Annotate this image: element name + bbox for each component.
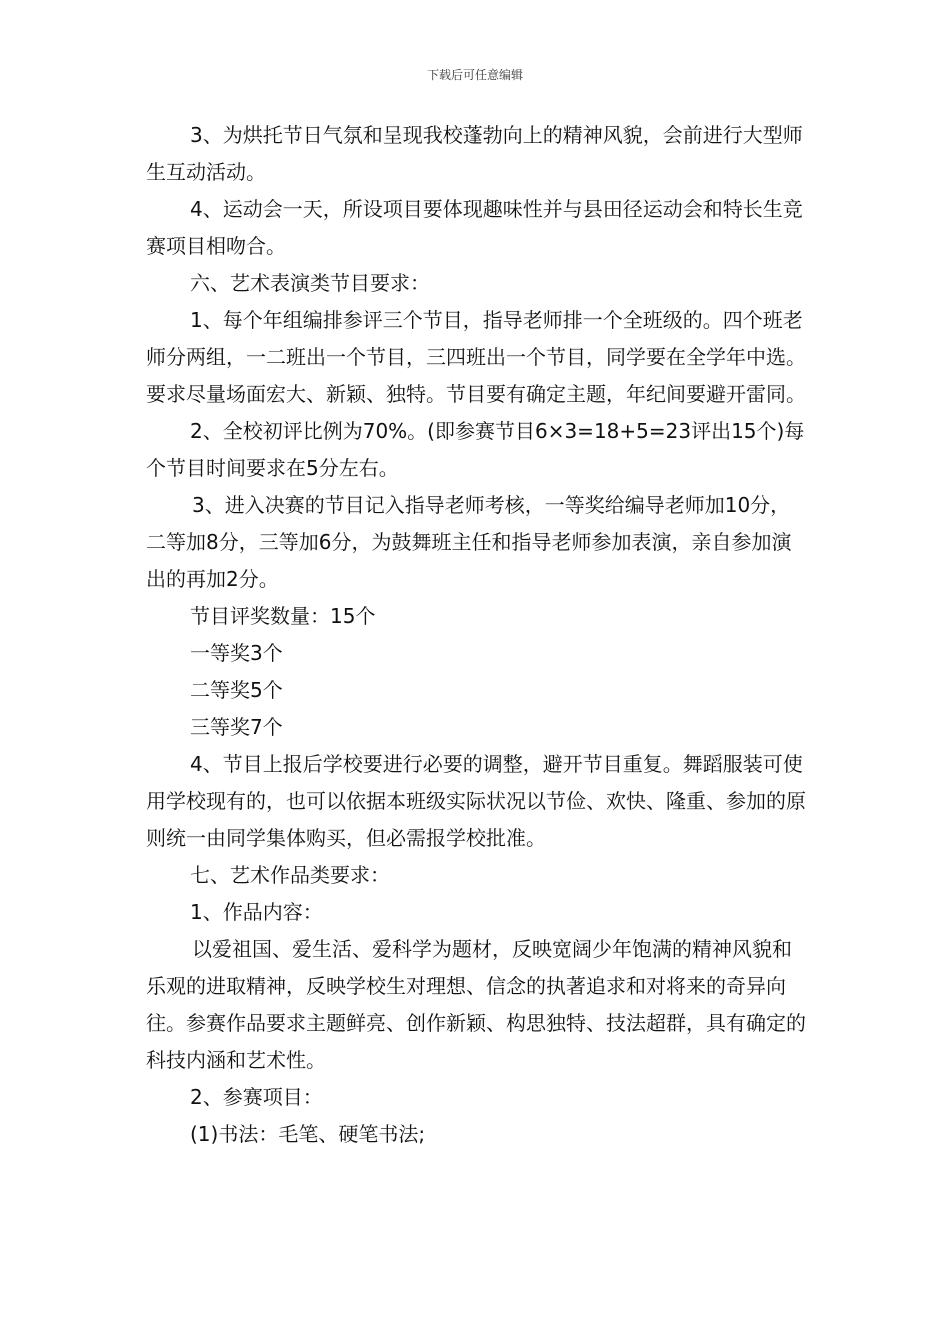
paragraph: 4、节目上报后学校要进行必要的调整，避开节目重复。舞蹈服装可使用学校现有的，也可以依据本班级实际状况以节俭、欢快、隆重、参加的原则统一由同学集体购买，但必需报学校批准。: [146, 752, 806, 850]
page-header: 下载后可任意编辑: [426, 68, 523, 82]
list-item: 一等奖3个: [190, 641, 283, 665]
document-body: [146, 117, 808, 1153]
subheading: 1、作品内容：: [190, 900, 323, 924]
paragraph: 3、进入决赛的节目记入指导老师考核，一等奖给编导老师加10分，二等加8分，三等加6分，为鼓舞班主任和指导老师参加表演，亲自参加演出的再加2分。: [146, 493, 792, 591]
section-heading: 七、艺术作品类要求：: [190, 863, 390, 887]
paragraph: 4、运动会一天，所设项目要体现趣味性并与县田径运动会和特长生竞赛项目相吻合。: [146, 197, 803, 258]
paragraph: 3、为烘托节日气氛和呈现我校蓬勃向上的精神风貌，会前进行大型师生互动活动。: [146, 123, 803, 184]
section-heading: 六、艺术表演类节目要求：: [190, 271, 430, 295]
paragraph: 1、每个年组编排参评三个节目，指导老师排一个全班级的。四个班老师分两组，一二班出一个节目，三四班出一个节目，同学要在全学年中选。要求尽量场面宏大、新颖、独特。节目要有确定主题，年纪间要避开雷同。: [146, 308, 806, 406]
list-item: 节目评奖数量：15个: [190, 604, 376, 628]
list-item: 三等奖7个: [190, 715, 283, 739]
list-item: 二等奖5个: [190, 678, 283, 702]
subheading: 2、参赛项目：: [190, 1085, 323, 1109]
paragraph: 2、全校初评比例为70%。(即参赛节目6×3=18+5=23评出15个)每个节目时间要求在5分左右。: [146, 419, 805, 480]
list-item: (1)书法：毛笔、硬笔书法;: [190, 1122, 426, 1146]
paragraph: 以爱祖国、爱生活、爱科学为题材，反映宽阔少年饱满的精神风貌和乐观的进取精神，反映学校生对理想、信念的执著追求和对将来的奇异向往。参赛作品要求主题鲜亮、创作新颖、构思独特、技法超群，具有确定的科技内涵和艺术性。: [146, 937, 806, 1072]
